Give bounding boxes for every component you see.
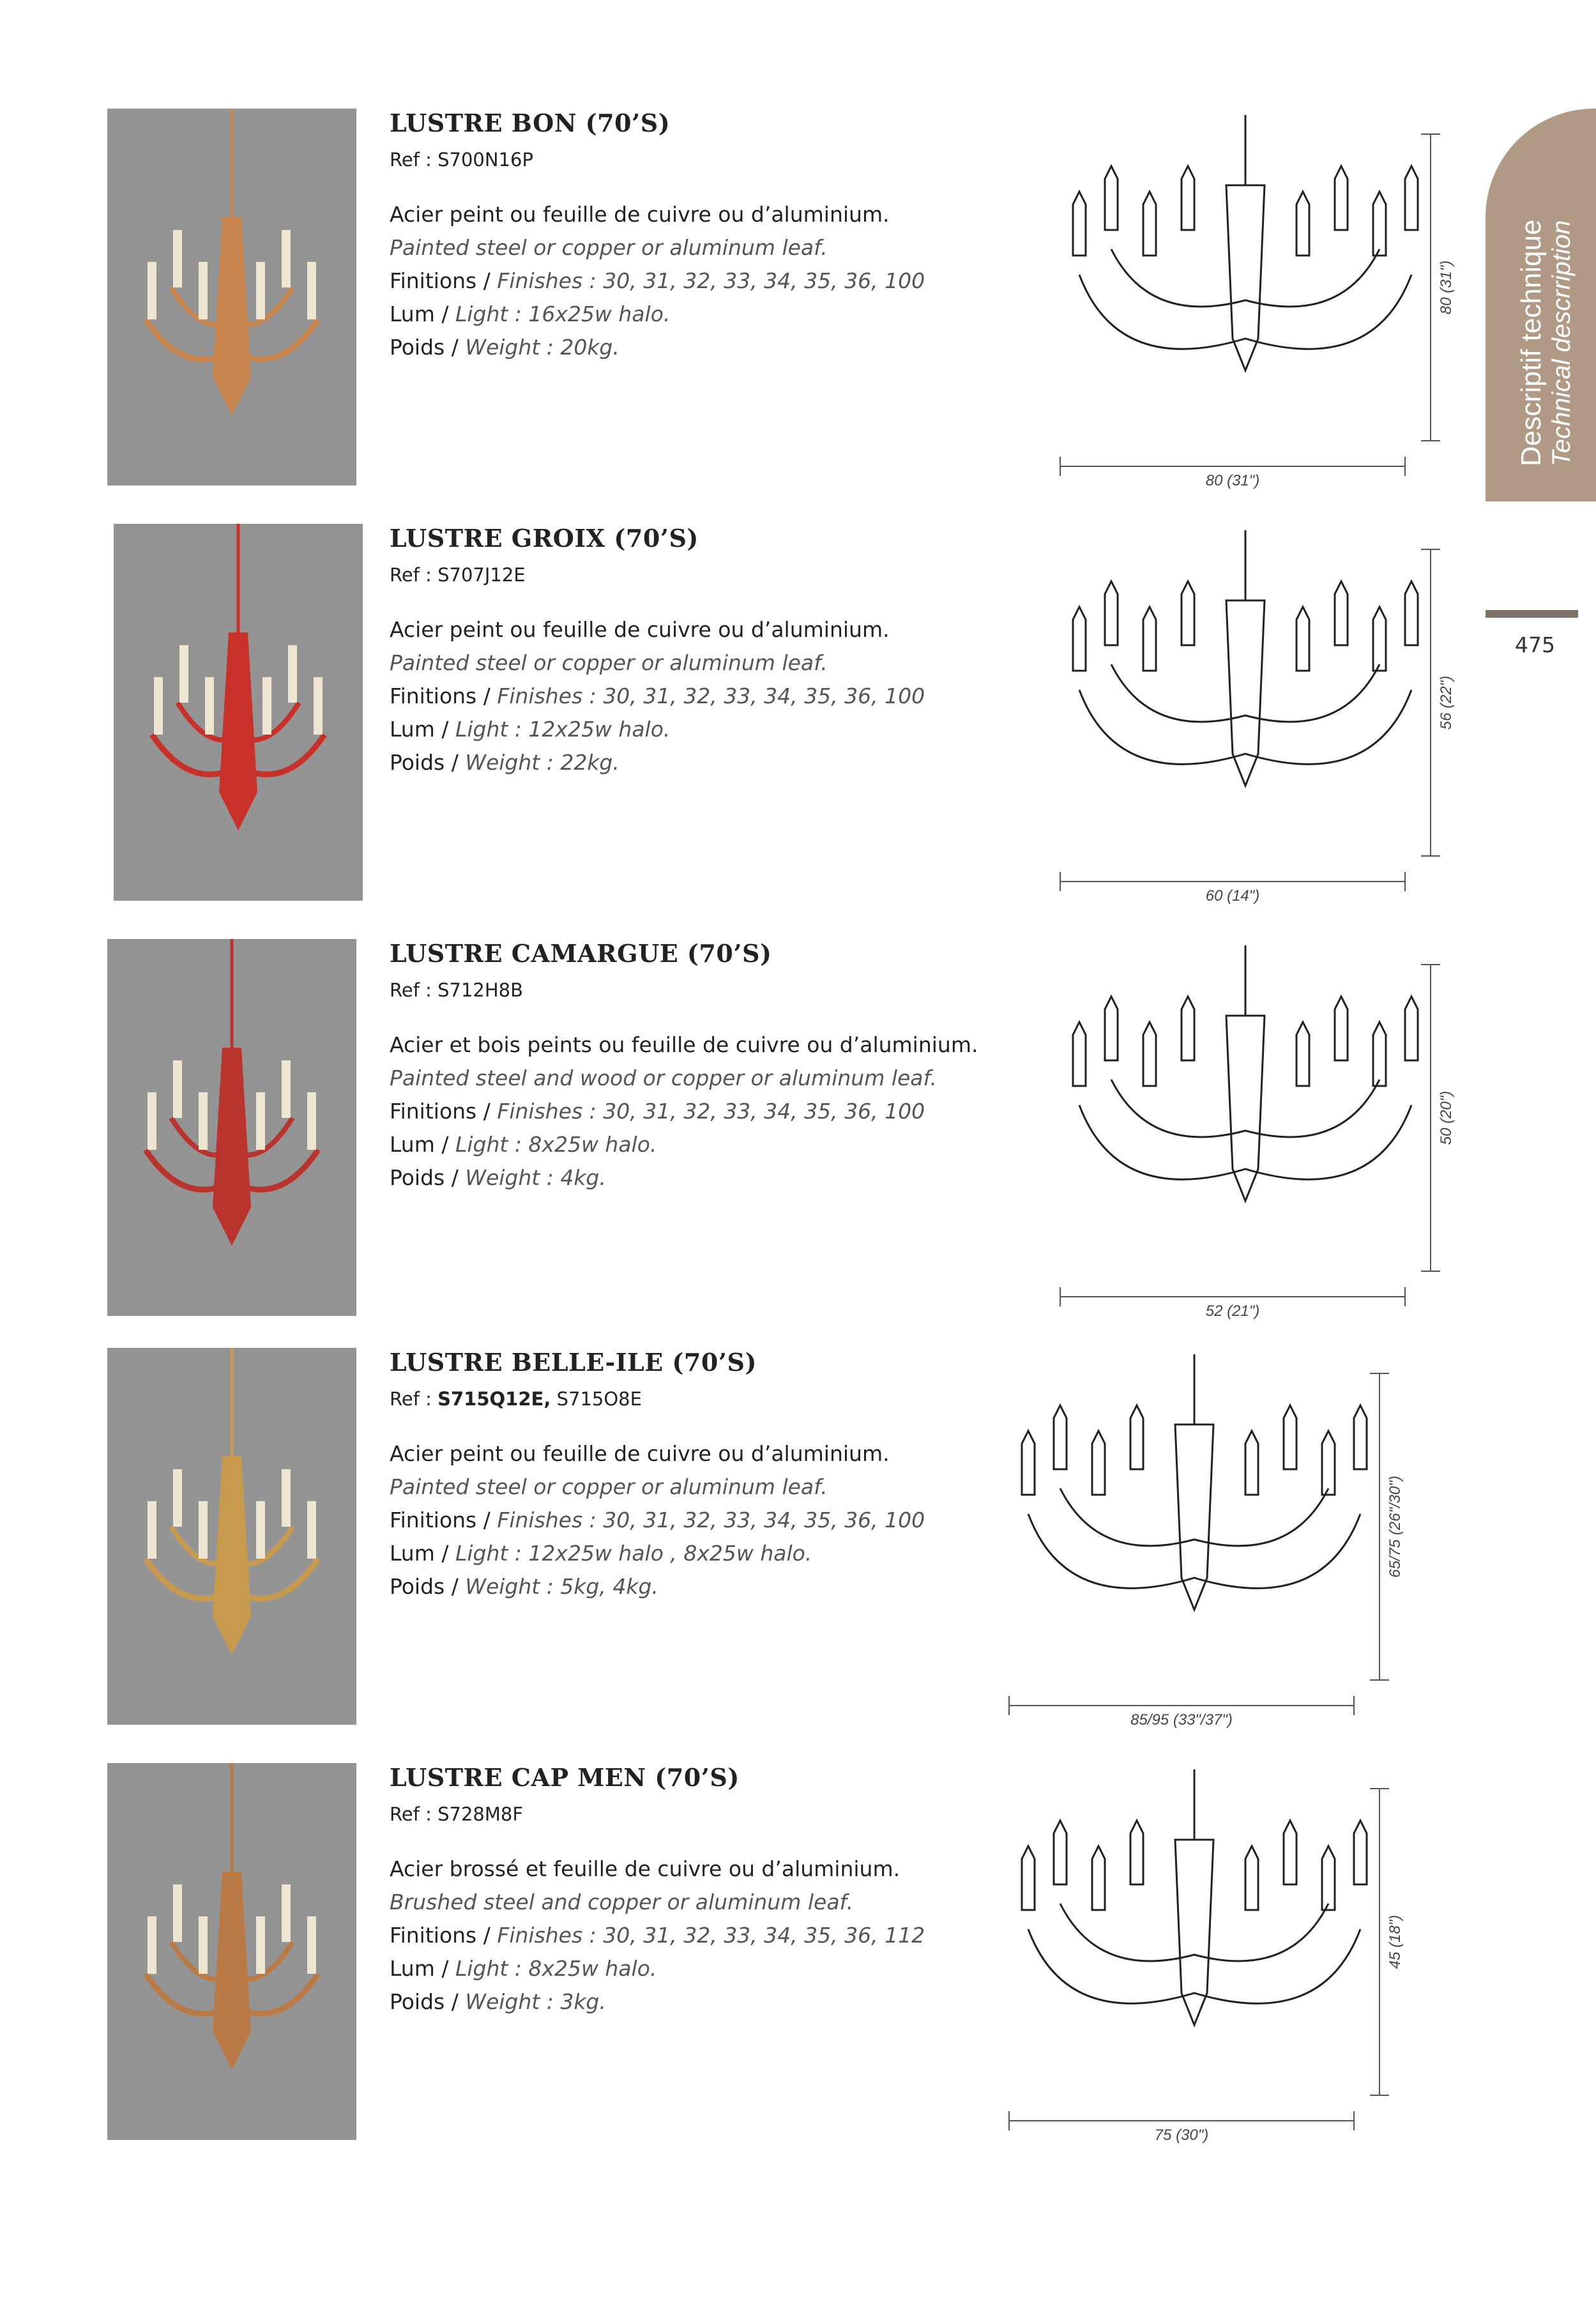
product-info — [390, 524, 964, 779]
drawing-candle — [1022, 1846, 1035, 1910]
finishes-label: Finitions / — [390, 684, 498, 708]
weight-label: Poids / — [390, 750, 466, 775]
material-en: Painted steel and wood or copper or aluminum leaf. — [390, 1066, 938, 1090]
product-info — [390, 109, 964, 364]
drawing-candle — [1354, 1821, 1367, 1884]
weight-label: Poids / — [390, 1574, 466, 1599]
drawing-candle — [1373, 192, 1386, 256]
candle-shape — [154, 677, 163, 735]
drawing-candle — [1245, 1431, 1258, 1495]
product-ref — [390, 563, 964, 586]
weight-line — [390, 1570, 964, 1603]
drawing-candle — [1284, 1821, 1296, 1884]
dimension-width: 85/95 (33"/37") — [1130, 1711, 1233, 1729]
product-photo — [114, 524, 363, 901]
finishes-label: Finitions / — [390, 1099, 498, 1124]
drawing-candle — [1296, 607, 1309, 671]
ref-label: Ref : — [390, 1803, 438, 1825]
drawing-candle — [1105, 166, 1118, 230]
chandelier-drawing-icon — [1022, 524, 1469, 907]
drawing-candle — [1354, 1405, 1367, 1469]
drawing-candle — [1054, 1821, 1067, 1884]
ref-code: S728M8F — [437, 1803, 524, 1825]
light-label: Lum / — [390, 1956, 455, 1981]
product-ref — [390, 1387, 964, 1410]
product-title: LUSTRE CAMARGUE (70’S) — [390, 939, 772, 968]
candle-shape — [148, 1916, 156, 1974]
drawing-candle — [1143, 607, 1156, 671]
chandelier-drawing-icon — [971, 1763, 1418, 2146]
chandelier-photo-icon — [107, 939, 356, 1316]
dimension-width: 75 (30") — [1154, 2127, 1209, 2144]
candle-shape — [282, 1884, 291, 1942]
candle-shape — [314, 677, 323, 735]
product-info — [390, 939, 978, 1195]
product-photo — [107, 109, 356, 485]
technical-drawing — [1022, 524, 1469, 907]
drawing-candle — [1105, 997, 1118, 1060]
light-line — [390, 298, 964, 331]
light-value: Light : 12x25w halo. — [455, 717, 671, 742]
technical-drawing — [1022, 939, 1469, 1322]
ref-label: Ref : — [390, 1388, 438, 1410]
dimension-height: 56 (22") — [1438, 675, 1455, 730]
product-title: LUSTRE CAP MEN (70’S) — [390, 1763, 740, 1792]
drawing-candle — [1130, 1821, 1143, 1884]
material-fr: Acier peint ou feuille de cuivre ou d’aluminium. — [390, 202, 890, 227]
section-title-en: Technical descrription — [1547, 220, 1576, 466]
material-fr: Acier peint ou feuille de cuivre ou d’aluminium. — [390, 1441, 890, 1466]
candle-shape — [173, 1469, 182, 1527]
light-value: Light : 12x25w halo , 8x25w halo. — [455, 1541, 812, 1566]
light-value: Light : 16x25w halo. — [455, 302, 671, 326]
drawing-candle — [1284, 1405, 1296, 1469]
product-info — [390, 1763, 964, 2019]
finishes-line — [390, 1095, 964, 1128]
candle-shape — [307, 1501, 316, 1559]
drawing-candle — [1130, 1405, 1143, 1469]
section-title-fr: Descriptif technique — [1516, 219, 1547, 466]
light-label: Lum / — [390, 717, 455, 742]
product-entry — [0, 1348, 1596, 1731]
candle-shape — [199, 1501, 208, 1559]
candle-shape — [179, 645, 188, 703]
drawing-candle — [1335, 581, 1348, 645]
light-line — [390, 713, 964, 746]
light-line — [390, 1952, 964, 1985]
light-label: Lum / — [390, 302, 455, 326]
candle-shape — [173, 230, 182, 287]
product-photo — [107, 1348, 356, 1725]
ref-code: S707J12E — [437, 564, 526, 586]
weight-line — [390, 331, 964, 364]
material-en: Brushed steel and copper or aluminum leaf. — [390, 1890, 854, 1914]
candle-shape — [282, 1060, 291, 1118]
candle-shape — [148, 1092, 156, 1150]
finishes-label: Finitions / — [390, 1508, 498, 1532]
ref-label: Ref : — [390, 564, 438, 586]
drawing-candle — [1073, 607, 1086, 671]
weight-line — [390, 746, 964, 779]
drawing-candle — [1373, 607, 1386, 671]
material-fr: Acier et bois peints ou feuille de cuivre ou d’aluminium. — [390, 1032, 978, 1057]
candle-shape — [148, 1501, 156, 1559]
material-fr: Acier peint ou feuille de cuivre ou d’aluminium. — [390, 617, 890, 642]
finishes-line — [390, 680, 964, 713]
drawing-candle — [1092, 1846, 1105, 1910]
product-entry — [0, 939, 1596, 1322]
product-entry — [0, 1763, 1596, 2146]
dimension-height: 45 (18") — [1387, 1914, 1404, 1969]
candle-shape — [256, 1092, 265, 1150]
drawing-candle — [1405, 166, 1418, 230]
product-description — [390, 198, 964, 364]
material-fr: Acier brossé et feuille de cuivre ou d’aluminium. — [390, 1856, 901, 1881]
product-description — [390, 1028, 978, 1195]
drawing-candle — [1182, 997, 1194, 1060]
candle-shape — [199, 1916, 208, 1974]
candle-shape — [173, 1884, 182, 1942]
dimension-width: 52 (21") — [1205, 1302, 1260, 1320]
drawing-candle — [1405, 997, 1418, 1060]
drawing-candle — [1335, 997, 1348, 1060]
light-label: Lum / — [390, 1541, 455, 1566]
weight-value: Weight : 5kg, 4kg. — [465, 1574, 658, 1599]
product-title: LUSTRE GROIX (70’S) — [390, 524, 699, 553]
product-entry — [0, 109, 1596, 492]
drawing-candle — [1143, 192, 1156, 256]
drawing-candle — [1182, 581, 1194, 645]
product-info — [390, 1348, 964, 1603]
drawing-candle — [1296, 1022, 1309, 1086]
material-en: Painted steel or copper or aluminum leaf. — [390, 650, 828, 675]
product-description — [390, 1437, 964, 1603]
light-value: Light : 8x25w halo. — [455, 1132, 657, 1157]
weight-line — [390, 1985, 964, 2019]
ref-code: S715O8E — [551, 1388, 642, 1410]
light-value: Light : 8x25w halo. — [455, 1956, 657, 1981]
dimension-height: 80 (31") — [1438, 260, 1455, 315]
technical-drawing — [971, 1348, 1418, 1731]
candle-shape — [282, 1469, 291, 1527]
page-number: 475 — [1515, 632, 1555, 657]
finishes-value: Finishes : 30, 31, 32, 33, 34, 35, 36, 100 — [497, 268, 925, 293]
weight-label: Poids / — [390, 1989, 466, 2014]
drawing-candle — [1022, 1431, 1035, 1495]
weight-line — [390, 1161, 964, 1195]
drawing-candle — [1105, 581, 1118, 645]
product-description — [390, 1852, 964, 2019]
finishes-line — [390, 1919, 964, 1952]
product-ref — [390, 1803, 964, 1826]
candle-shape — [256, 1916, 265, 1974]
technical-drawing — [1022, 109, 1469, 492]
drawing-candle — [1073, 1022, 1086, 1086]
drawing-candle — [1143, 1022, 1156, 1086]
weight-label: Poids / — [390, 1165, 466, 1190]
chandelier-photo-icon — [107, 1348, 356, 1725]
ref-label: Ref : — [390, 149, 438, 171]
chandelier-drawing-icon — [1022, 109, 1469, 492]
ref-code: S700N16P — [437, 149, 533, 171]
candle-shape — [199, 1092, 208, 1150]
dimension-width: 60 (14") — [1205, 887, 1260, 905]
ref-code: S712H8B — [437, 979, 524, 1001]
drawing-candle — [1322, 1846, 1335, 1910]
material-en: Painted steel or copper or aluminum leaf. — [390, 1474, 828, 1499]
dimension-height: 50 (20") — [1438, 1090, 1455, 1145]
weight-value: Weight : 20kg. — [465, 335, 619, 360]
ref-code-bold: S715Q12E, — [437, 1388, 551, 1410]
candle-shape — [256, 262, 265, 319]
dimension-height: 65/75 (26"/30") — [1387, 1476, 1404, 1578]
finishes-label: Finitions / — [390, 268, 498, 293]
candle-shape — [262, 677, 271, 735]
candle-shape — [307, 1916, 316, 1974]
product-photo — [107, 1763, 356, 2140]
product-ref — [390, 979, 964, 1002]
light-line — [390, 1128, 964, 1161]
finishes-label: Finitions / — [390, 1923, 498, 1948]
candle-shape — [205, 677, 214, 735]
drawing-candle — [1296, 192, 1309, 256]
weight-value: Weight : 3kg. — [465, 1989, 606, 2014]
chandelier-drawing-icon — [971, 1348, 1418, 1731]
finishes-value: Finishes : 30, 31, 32, 33, 34, 35, 36, 112 — [497, 1923, 925, 1948]
material-en: Painted steel or copper or aluminum leaf. — [390, 235, 828, 260]
product-ref — [390, 148, 964, 171]
drawing-candle — [1092, 1431, 1105, 1495]
drawing-candle — [1073, 192, 1086, 256]
drawing-candle — [1182, 166, 1194, 230]
drawing-candle — [1405, 581, 1418, 645]
technical-drawing — [971, 1763, 1418, 2146]
finishes-value: Finishes : 30, 31, 32, 33, 34, 35, 36, 100 — [497, 1099, 925, 1124]
chandelier-drawing-icon — [1022, 939, 1469, 1322]
ref-label: Ref : — [390, 979, 438, 1001]
chandelier-photo-icon — [107, 1763, 356, 2140]
finishes-value: Finishes : 30, 31, 32, 33, 34, 35, 36, 100 — [497, 1508, 925, 1532]
candle-shape — [199, 262, 208, 319]
product-title: LUSTRE BELLE-ILE (70’S) — [390, 1348, 757, 1377]
chandelier-photo-icon — [107, 109, 356, 485]
product-photo — [107, 939, 356, 1316]
candle-shape — [173, 1060, 182, 1118]
weight-value: Weight : 22kg. — [465, 750, 619, 775]
light-line — [390, 1537, 964, 1570]
candle-shape — [148, 262, 156, 319]
drawing-candle — [1054, 1405, 1067, 1469]
candle-shape — [307, 1092, 316, 1150]
drawing-candle — [1373, 1022, 1386, 1086]
product-description — [390, 613, 964, 779]
candle-shape — [288, 645, 297, 703]
light-label: Lum / — [390, 1132, 455, 1157]
finishes-line — [390, 1504, 964, 1537]
weight-value: Weight : 4kg. — [465, 1165, 606, 1190]
product-title: LUSTRE BON (70’S) — [390, 109, 671, 137]
candle-shape — [307, 262, 316, 319]
product-entry — [0, 524, 1596, 907]
chandelier-photo-icon — [114, 524, 363, 901]
drawing-candle — [1245, 1846, 1258, 1910]
candle-shape — [282, 230, 291, 287]
finishes-line — [390, 264, 964, 298]
finishes-value: Finishes : 30, 31, 32, 33, 34, 35, 36, 100 — [497, 684, 925, 708]
dimension-width: 80 (31") — [1205, 472, 1260, 489]
drawing-candle — [1322, 1431, 1335, 1495]
weight-label: Poids / — [390, 335, 466, 360]
candle-shape — [256, 1501, 265, 1559]
drawing-candle — [1335, 166, 1348, 230]
